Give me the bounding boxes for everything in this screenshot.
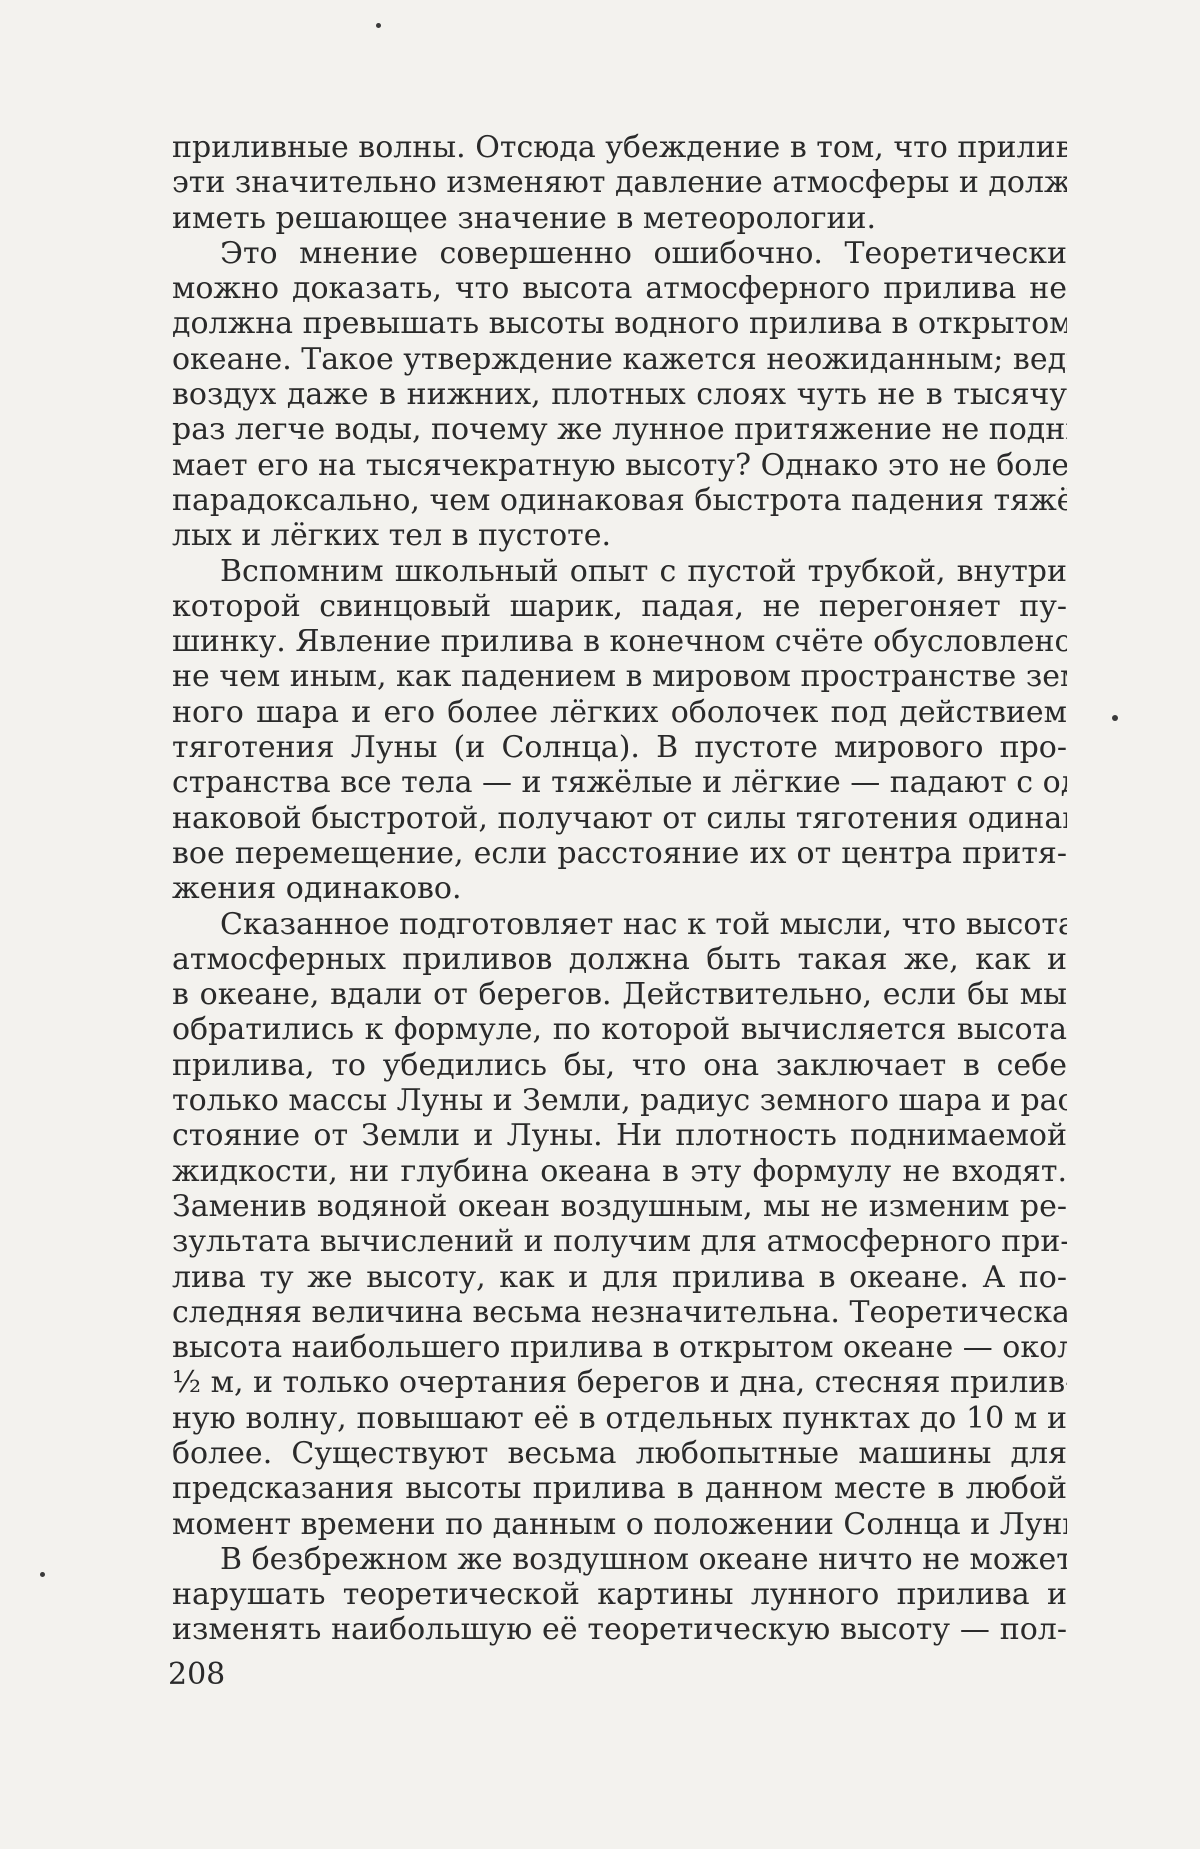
print-speck	[1112, 715, 1118, 721]
page-number: 208	[168, 1657, 225, 1692]
text-line: воздух даже в нижних, плотных слоях чуть не в тысячу	[172, 377, 1067, 412]
book-page	[0, 0, 1200, 1849]
text-line: изменять наибольшую её теоретическую высоту — пол-	[172, 1612, 1067, 1647]
text-line: которой свинцовый шарик, падая, не перегоняет пу-	[172, 589, 1067, 624]
text-line: момент времени по данным о положении Солнца и Луны.	[172, 1507, 1067, 1542]
text-line: следняя величина весьма незначительна. Теоретическая	[172, 1295, 1067, 1330]
text-line: вое перемещение, если расстояние их от центра притя-	[172, 836, 1067, 871]
text-line: парадоксально, чем одинаковая быстрота падения тяжё-	[172, 483, 1067, 518]
text-line: В безбрежном же воздушном океане ничто не может	[172, 1542, 1067, 1577]
text-line: Это мнение совершенно ошибочно. Теоретически	[172, 236, 1067, 271]
text-line: лива ту же высоту, как и для прилива в океане. А по-	[172, 1260, 1067, 1295]
text-line: иметь решающее значение в метеорологии.	[172, 201, 1067, 236]
text-line: в океане, вдали от берегов. Действительно, если бы мы	[172, 977, 1067, 1012]
text-line: Сказанное подготовляет нас к той мысли, что высота	[172, 907, 1067, 942]
text-line: нарушать теоретической картины лунного прилива и	[172, 1577, 1067, 1612]
text-line: странства все тела — и тяжёлые и лёгкие — падают с оди-	[172, 765, 1067, 800]
text-line: шинку. Явление прилива в конечном счёте обусловлено	[172, 624, 1067, 659]
print-speck	[40, 1572, 45, 1577]
text-line: высота наибольшего прилива в открытом океане — около	[172, 1330, 1067, 1365]
text-line: можно доказать, что высота атмосферного прилива не	[172, 271, 1067, 306]
body-text	[172, 130, 1067, 1648]
text-line: жидкости, ни глубина океана в эту формулу не входят.	[172, 1154, 1067, 1189]
text-line: эти значительно изменяют давление атмосферы и должны	[172, 165, 1067, 200]
text-line: ного шара и его более лёгких оболочек под действием	[172, 695, 1067, 730]
text-line: Вспомним школьный опыт с пустой трубкой, внутри	[172, 554, 1067, 589]
text-line: мает его на тысячекратную высоту? Однако это не более	[172, 448, 1067, 483]
text-line: прилива, то убедились бы, что она заключает в себе	[172, 1048, 1067, 1083]
text-line: лых и лёгких тел в пустоте.	[172, 518, 1067, 553]
text-line: раз легче воды, почему же лунное притяжение не подни-	[172, 412, 1067, 447]
text-line: атмосферных приливов должна быть такая же, как и	[172, 942, 1067, 977]
text-line: Заменив водяной океан воздушным, мы не изменим ре-	[172, 1189, 1067, 1224]
text-line: тяготения Луны (и Солнца). В пустоте мирового про-	[172, 730, 1067, 765]
text-line: океане. Такое утверждение кажется неожиданным; ведь	[172, 342, 1067, 377]
text-line: зультата вычислений и получим для атмосферного при-	[172, 1224, 1067, 1259]
print-speck	[376, 23, 381, 28]
text-line: предсказания высоты прилива в данном месте в любой	[172, 1471, 1067, 1506]
text-line: ½ м, и только очертания берегов и дна, стесняя прилив-	[172, 1365, 1067, 1400]
text-line: более. Существуют весьма любопытные машины для	[172, 1436, 1067, 1471]
text-line: приливные волны. Отсюда убеждение в том, что приливы	[172, 130, 1067, 165]
text-line: ную волну, повышают её в отдельных пунктах до 10 м и	[172, 1401, 1067, 1436]
text-line: жения одинаково.	[172, 871, 1067, 906]
text-line: не чем иным, как падением в мировом пространстве зем-	[172, 659, 1067, 694]
text-line: только массы Луны и Земли, радиус земного шара и рас-	[172, 1083, 1067, 1118]
text-line: должна превышать высоты водного прилива в открытом	[172, 306, 1067, 341]
text-line: обратились к формуле, по которой вычисляется высота	[172, 1012, 1067, 1047]
text-line: наковой быстротой, получают от силы тяготения одинако-	[172, 801, 1067, 836]
text-line: стояние от Земли и Луны. Ни плотность поднимаемой	[172, 1118, 1067, 1153]
